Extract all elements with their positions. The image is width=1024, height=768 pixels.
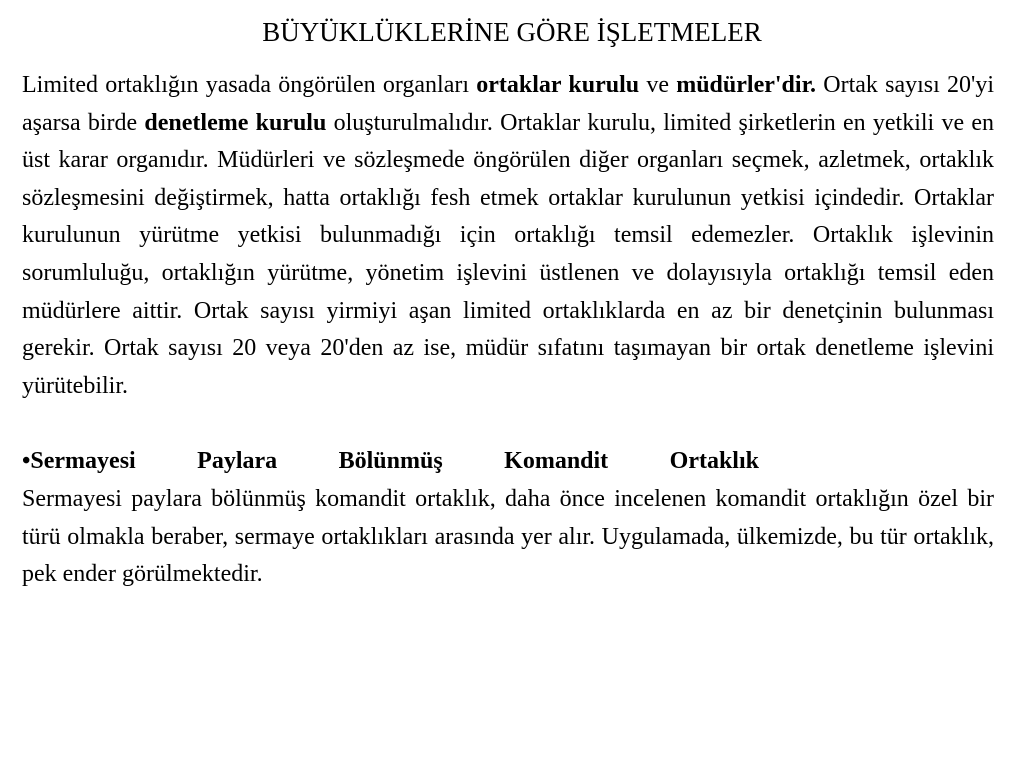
bold-term-ortaklar-kurulu: ortaklar kurulu bbox=[476, 72, 640, 98]
bold-term-denetleme-kurulu: denetleme kurulu bbox=[144, 109, 327, 136]
paragraph-spacer bbox=[22, 405, 994, 443]
section-heading: •Sermayesi Paylara Bölünmüş Komandit Ortaklık bbox=[22, 448, 759, 475]
slide-title: BÜYÜKLÜKLERİNE GÖRE İŞLETMELER bbox=[262, 17, 762, 47]
paragraph-text: ve bbox=[639, 72, 677, 98]
paragraph-text: Limited ortaklığın yasada öngörülen organları bbox=[22, 72, 477, 98]
paragraph-limited-ortaklik bbox=[22, 67, 994, 405]
paragraph-komandit-ortaklik: Sermayesi paylara bölünmüş komandit ortaklık, daha önce incelenen komandit ortaklığın özel bir türü olmakla beraber, sermaye ortaklıkları arasında yer alır. Uygulamada, ülkemizde, bu tür ortaklık, pek ender görülmektedir. bbox=[22, 485, 994, 588]
bold-term-mudurler: müdürler'dir. bbox=[676, 72, 817, 98]
slide-body bbox=[22, 67, 994, 594]
paragraph-text: Ortak sayısı 20'yi aşarsa birde bbox=[22, 72, 995, 136]
paragraph-text: oluşturulmalıdır. Ortaklar kurulu, limited şirketlerin en yetkili ve en üst karar organıdır. Müdürleri ve sözleşmede öngörülen diğer organları seçmek, azletmek, ortaklık sözleşmesini değiştirmek, hatta ortaklığı fesh etmek ortaklar kurulunun yetkisi içindedir. Ortaklar kurulunun yürütme yetkisi bulunmadığı için ortaklığı temsil edemezler. Ortaklık işlevinin sorumluluğu, ortaklığın yürütme, yönetim işlevini üstlenen ve dolayısıyla ortaklığı temsil eden müdürlere aittir. Ortak sayısı yirmiyi aşan limited ortaklıklarda en az bir denetçinin bulunması gerekir. Ortak sayısı 20 veya 20'den az ise, müdür sıfatını taşımayan bir ortak denetleme işlevini yürütebilir. bbox=[22, 109, 994, 399]
